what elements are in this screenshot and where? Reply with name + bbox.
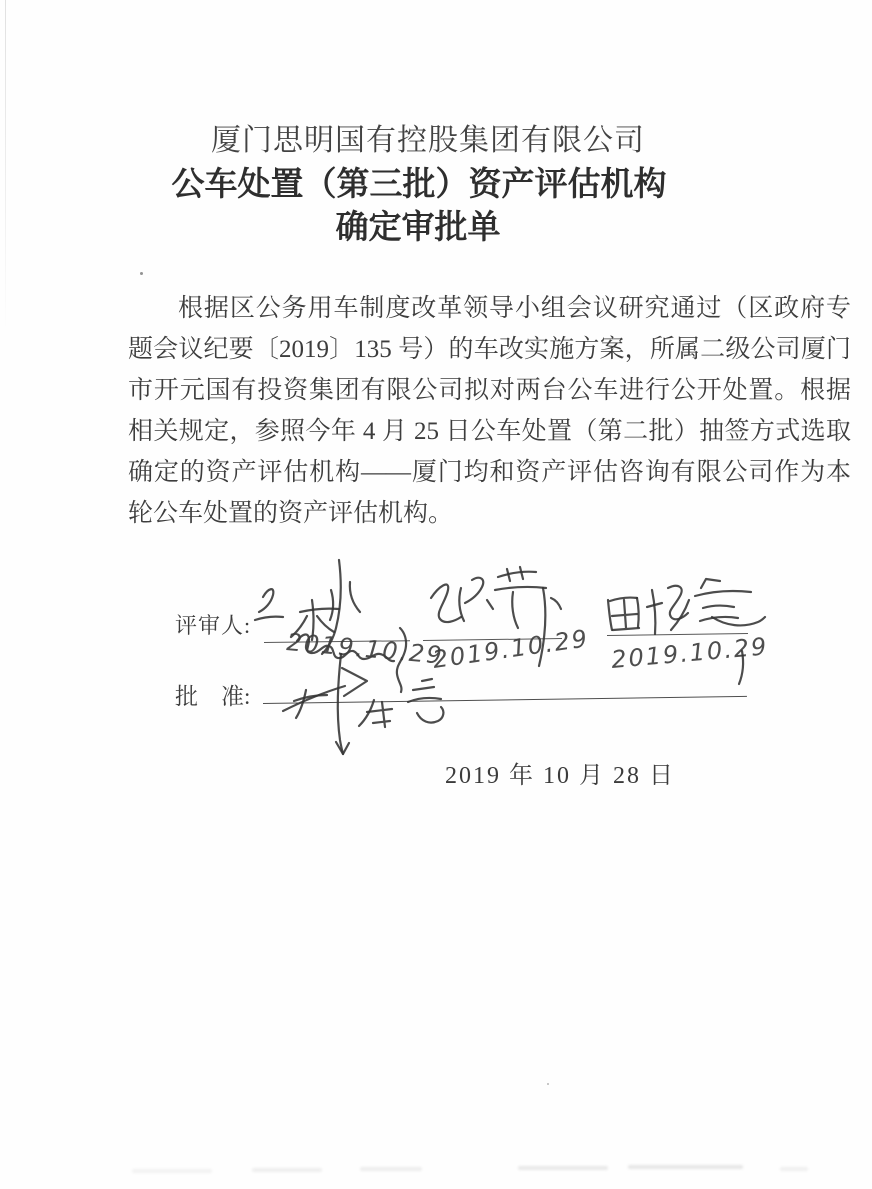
body-line: 根据区公务用车制度改革领导小组会议研究通过（区政府专 (178, 295, 851, 322)
scan-speck (140, 272, 143, 275)
scan-smudge (132, 1169, 212, 1173)
scan-smudge (518, 1166, 608, 1170)
body-line: 相关规定，参照今年 4 月 25 日公车处置（第二批）抽签方式选取 (128, 418, 851, 445)
body-line: 题会议纪要〔2019〕135 号）的车改实施方案，所属二级公司厦门 (128, 336, 851, 363)
handwritten-signatures (0, 540, 872, 790)
reviewer-signature-1 (255, 560, 406, 692)
approver-signature (283, 654, 443, 754)
reviewer-signature-3 (608, 579, 765, 634)
reviewer-signature-date-1: 2019.10.29 (285, 628, 445, 670)
scan-edge-line (5, 0, 6, 332)
issue-date: 2019 年 10 月 28 日 (445, 763, 675, 789)
body-line: 轮公车处置的资产评估机构。 (128, 500, 454, 527)
scan-smudge (780, 1167, 808, 1171)
document-title-line: 公车处置（第三批）资产评估机构 (171, 167, 667, 203)
body-line: 市开元国有投资集团有限公司拟对两台公车进行公开处置。根据 (128, 377, 851, 404)
company-name: 厦门思明国有控股集团有限公司 (211, 124, 645, 157)
body-line: 确定的资产评估机构——厦门均和资产评估咨询有限公司作为本 (128, 459, 851, 486)
reviewer-signature-date-3: 2019.10.29 (610, 632, 770, 674)
body-paragraph (128, 292, 851, 538)
approver-label: 批 准: (175, 684, 251, 709)
scan-smudge (628, 1165, 743, 1169)
reviewer-label: 评审人: (175, 613, 252, 638)
scan-smudge (360, 1167, 422, 1171)
document-title-line: 确定审批单 (335, 210, 501, 246)
scan-smudge (252, 1168, 322, 1172)
reviewer-signature-date-2: 2019.10.29 (430, 624, 591, 674)
scan-speck (547, 1083, 549, 1085)
